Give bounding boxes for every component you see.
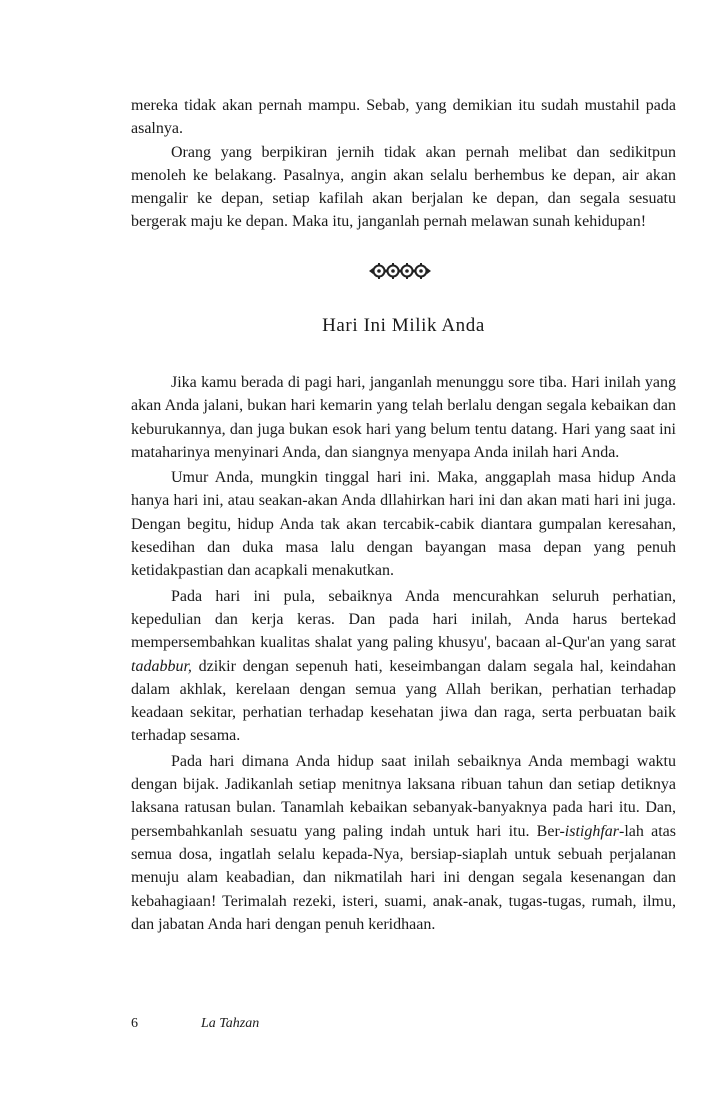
paragraph-text: -lah atas semua dosa, ingatlah selalu kepada-Nya, bersiap-siaplah untuk sebuah perjalanan menuju alam keabadian, dan nikmatilah hari ini dengan segala kesenangan dan kebahagiaan! Terimalah rezeki, isteri, suami, anak-anak, tugas-tugas, rumah, ilmu, dan jabatan Anda hari dengan penuh keridhaan. [131,822,677,933]
italic-term: istighfar [564,822,620,840]
main-text-block [131,371,676,936]
italic-term: tadabbur, [131,657,192,675]
page-number: 6 [131,1016,138,1031]
paragraph [131,750,676,936]
floral-divider-icon [368,261,432,281]
paragraph-text: Pada hari dimana Anda hidup saat inilah sebaiknya Anda membagi waktu dengan bijak. Jadikanlah setiap menitnya laksana ribuan tahun dan setiap detiknya laksana ratusan bulan. Tanamlah kebaikan sebanyak-banyaknya pada hari itu. Dan, persembahkanlah sesuatu yang paling indah untuk hari itu. Ber- [131,752,676,840]
paragraph-text: dzikir dengan sepenuh hati, keseimbangan dalam segala hal, keindahan dalam akhlak, kerelaan dengan semua yang Allah berikan, perhatian terhadap keadaan sekitar, perhatian terhadap kesehatan jiwa dan raga, serta perbuatan baik terhadap sesama. [131,657,676,745]
top-text-block [131,94,676,234]
paragraph [131,585,676,748]
section-heading: Hari Ini Milik Anda [322,315,485,336]
paragraph: mereka tidak akan pernah mampu. Sebab, yang demikian itu sudah mustahil pada asalnya. [131,97,676,138]
paragraph: Jika kamu berada di pagi hari, janganlah menunggu sore tiba. Hari inilah yang akan Anda jalani, bukan hari kemarin yang telah berlalu dengan segala kebaikan dan keburukannya, dan juga bukan esok hari yang belum tentu datang. Hari yang saat ini mataharinya menyinari Anda, dan siangnya menyapa Anda inilah hari Anda. [131,374,676,461]
book-title: La Tahzan [201,1016,260,1031]
paragraph: Umur Anda, mungkin tinggal hari ini. Maka, anggaplah masa hidup Anda hanya hari ini, atau seakan-akan Anda dllahirkan hari ini dan akan mati hari ini juga. Dengan begitu, hidup Anda tak akan tercabik-cabik diantara gumpalan keresahan, kesedihan dan duka masa lalu dengan bayangan masa depan yang penuh ketidakpastian dan acapkali menakutkan. [131,469,676,580]
paragraph: Orang yang berpikiran jernih tidak akan pernah melibat dan sedikitpun menoleh ke belakang. Pasalnya, angin akan selalu berhembus ke depan, air akan mengalir ke depan, setiap kafilah akan berjalan ke depan, dan segala sesuatu bergerak maju ke depan. Maka itu, janganlah pernah melawan sunah kehidupan! [131,143,676,231]
paragraph-text: Pada hari ini pula, sebaiknya Anda mencurahkan seluruh perhatian, kepedulian dan kerja keras. Dan pada hari inilah, Anda harus bertekad mempersembahkan kualitas shalat yang paling khusyu', bacaan al-Qur'an yang sarat [131,587,676,652]
